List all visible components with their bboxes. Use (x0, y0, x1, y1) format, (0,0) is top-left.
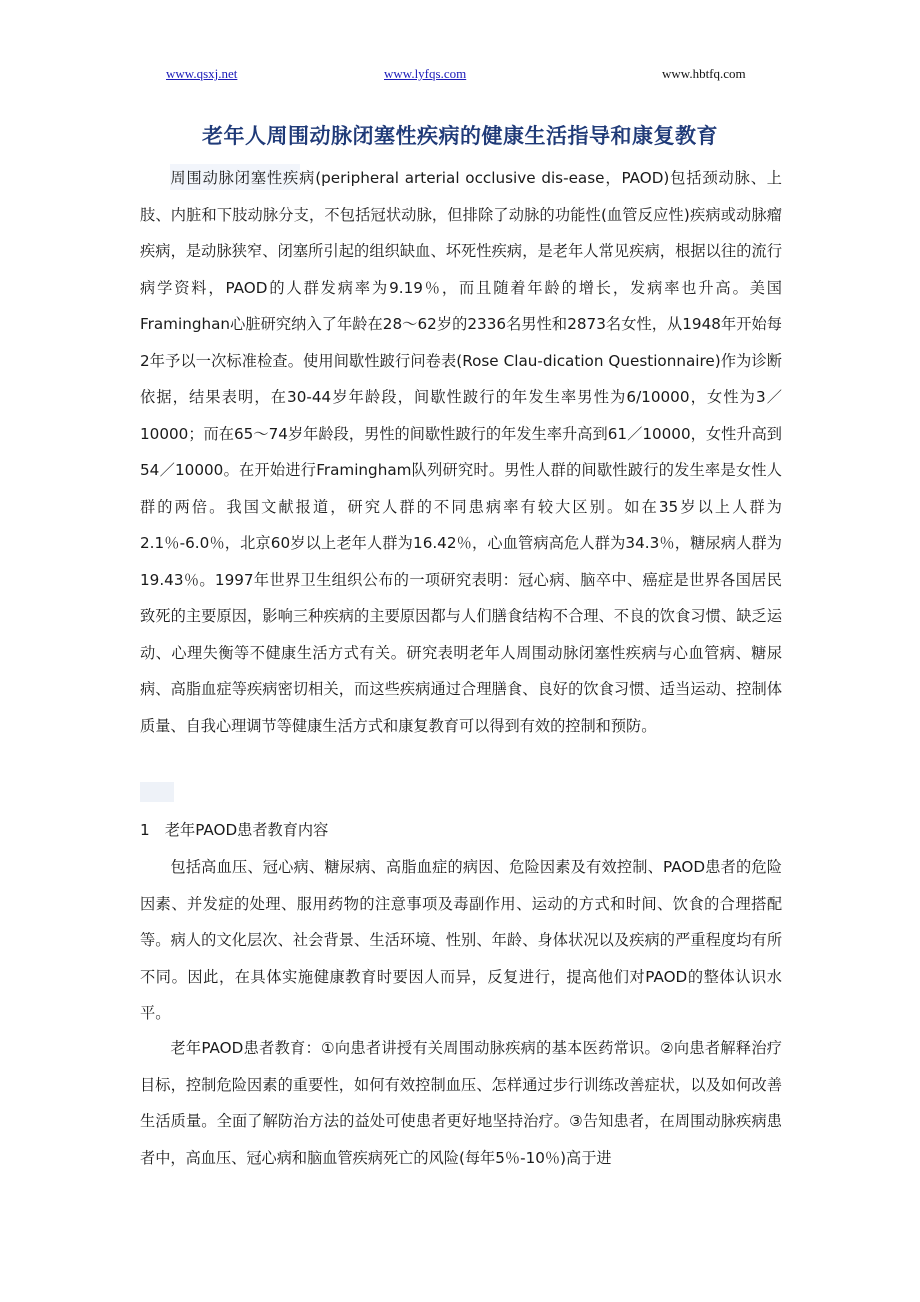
header-link-lyfqs[interactable]: www.lyfqs.com (384, 66, 467, 81)
section-1-paragraph-1: 包括高血压、冠心病、糖尿病、高脂血症的病因、危险因素及有效控制、PAOD患者的危险因素、并发症的处理、服用药物的注意事项及毒副作用、运动的方式和时间、饮食的合理搭配等。病人的文化层次、社会背景、生活环境、性别、年龄、身体状况以及疾病的严重程度均有所不同。因此，在具体实施健康教育时要因人而异，反复进行，提高他们对PAOD的整体认识水平。 (140, 858, 782, 1022)
section-1-heading: 1 老年PAOD患者教育内容 (140, 821, 329, 839)
intro-paragraph: 周围动脉闭塞性疾病(peripheral arterial occlusive dis-ease，PAOD)包括颈动脉、上肢、内脏和下肢动脉分支，不包括冠状动脉，但排除了动脉的功能性(血管反应性)疾病或动脉瘤疾病，是动脉狭窄、闭塞所引起的组织缺血、坏死性疾病，是老年人常见疾病，根据以往的流行病学资料，PAOD的人群发病率为9.19％，而且随着年龄的增长，发病率也升高。美国Framinghan心脏研究纳入了年龄在28～62岁的2336名男性和2873名女性，从1948年开始每2年予以一次标准检查。使用间歇性跛行问卷表(Rose Clau-dication Questionnaire)作为诊断依据，结果表明，在30-44岁年龄段，间歇性跛行的年发生率男性为6/10000，女性为3／10000；而在65～74岁年龄段，男性的间歇性跛行的年发生率升高到61／10000，女性升高到54／10000。在开始进行Framingham队列研究时。男性人群的间歇性跛行的发生率是女性人群的两倍。我国文献报道，研究人群的不同患病率有较大区别。如在35岁以上人群为2.1％-6.0％，北京60岁以上老年人群为16.42％，心血管病高危人群为34.3％，糖尿病人群为19.43％。1997年世界卫生组织公布的一项研究表明：冠心病、脑卒中、癌症是世界各国居民致死的主要原因，影响三种疾病的主要原因都与人们膳食结构不合理、不良的饮食习惯、缺乏运动、心理失衡等不健康生活方式有关。研究表明老年人周围动脉闭塞性疾病与心血管病、糖尿病、高脂血症等疾病密切相关，而这些疾病通过合理膳食、良好的饮食习惯、适当运动、控制体质量、自我心理调节等健康生活方式和康复教育可以得到有效的控制和预防。 (140, 160, 782, 744)
header-link-qsxj[interactable]: www.qsxj.net (166, 66, 238, 81)
intro-block (140, 160, 782, 744)
section-1-paragraph-2: 老年PAOD患者教育：①向患者讲授有关周围动脉疾病的基本医药常识。②向患者解释治疗目标，控制危险因素的重要性，如何有效控制血压、怎样通过步行训练改善症状，以及如何改善生活质量。全面了解防治方法的益处可使患者更好地坚持治疗。③告知患者，在周围动脉疾病患者中，高血压、冠心病和脑血管疾病死亡的风险(每年5％-10％)高于进 (140, 1039, 782, 1167)
section-1-block-1 (140, 849, 782, 1032)
section-1-block-2 (140, 1030, 782, 1176)
page-header (0, 66, 920, 86)
header-text-hbtfq: www.hbtfq.com (662, 66, 746, 81)
blank-line-highlight (140, 782, 174, 802)
document-title: 老年人周围动脉闭塞性疾病的健康生活指导和康复教育 (202, 124, 718, 148)
